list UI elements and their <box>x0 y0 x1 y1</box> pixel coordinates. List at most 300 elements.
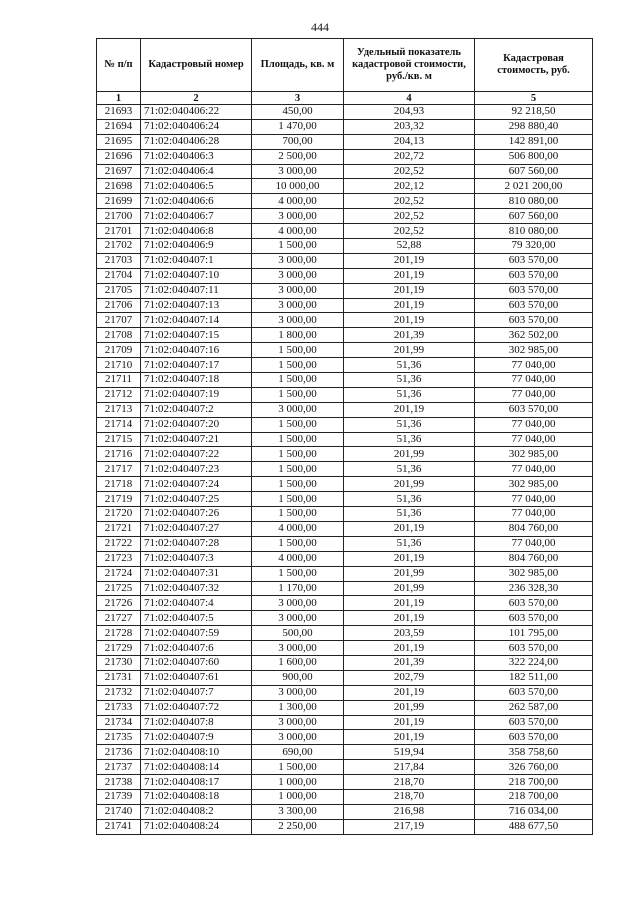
cadastral-value: 322 224,00 <box>475 655 593 670</box>
table-row <box>97 358 593 373</box>
row-index: 21698 <box>97 179 141 194</box>
area: 1 500,00 <box>252 447 344 462</box>
table-row <box>97 492 593 507</box>
row-index: 21725 <box>97 581 141 596</box>
area: 3 000,00 <box>252 283 344 298</box>
specific-value: 202,52 <box>344 209 475 224</box>
cadastral-number: 71:02:040407:13 <box>141 298 252 313</box>
column-number: 4 <box>344 92 475 105</box>
cadastral-value: 607 560,00 <box>475 209 593 224</box>
cadastral-number: 71:02:040407:25 <box>141 492 252 507</box>
area: 1 000,00 <box>252 789 344 804</box>
table-row <box>97 387 593 402</box>
table-row <box>97 402 593 417</box>
row-index: 21713 <box>97 402 141 417</box>
area: 3 000,00 <box>252 298 344 313</box>
specific-value: 51,36 <box>344 373 475 388</box>
area: 1 300,00 <box>252 700 344 715</box>
cadastral-value: 358 758,60 <box>475 745 593 760</box>
specific-value: 201,99 <box>344 581 475 596</box>
specific-value: 201,99 <box>344 343 475 358</box>
specific-value: 201,19 <box>344 715 475 730</box>
row-index: 21696 <box>97 149 141 164</box>
cadastral-value: 79 320,00 <box>475 239 593 254</box>
row-index: 21740 <box>97 804 141 819</box>
specific-value: 51,36 <box>344 507 475 522</box>
area: 3 000,00 <box>252 268 344 283</box>
cadastral-number: 71:02:040407:8 <box>141 715 252 730</box>
area: 3 000,00 <box>252 611 344 626</box>
table-row <box>97 343 593 358</box>
row-index: 21708 <box>97 328 141 343</box>
area: 3 000,00 <box>252 253 344 268</box>
cadastral-value: 810 080,00 <box>475 194 593 209</box>
cadastral-number: 71:02:040408:10 <box>141 745 252 760</box>
cadastral-number: 71:02:040407:4 <box>141 596 252 611</box>
row-index: 21702 <box>97 239 141 254</box>
table-body <box>97 105 593 835</box>
area: 1 500,00 <box>252 387 344 402</box>
cadastral-number: 71:02:040407:23 <box>141 462 252 477</box>
area: 1 000,00 <box>252 775 344 790</box>
table-row <box>97 507 593 522</box>
table-row <box>97 477 593 492</box>
specific-value: 201,19 <box>344 253 475 268</box>
table-row <box>97 804 593 819</box>
row-index: 21732 <box>97 685 141 700</box>
cadastral-value: 603 570,00 <box>475 685 593 700</box>
cadastral-number: 71:02:040407:14 <box>141 313 252 328</box>
table-row <box>97 626 593 641</box>
specific-value: 217,84 <box>344 760 475 775</box>
table-row <box>97 760 593 775</box>
row-index: 21714 <box>97 417 141 432</box>
table-row <box>97 700 593 715</box>
specific-value: 51,36 <box>344 462 475 477</box>
cadastral-value: 182 511,00 <box>475 670 593 685</box>
cadastral-value: 804 760,00 <box>475 551 593 566</box>
cadastral-value: 298 880,40 <box>475 119 593 134</box>
specific-value: 51,36 <box>344 536 475 551</box>
specific-value: 202,79 <box>344 670 475 685</box>
cadastral-number: 71:02:040407:7 <box>141 685 252 700</box>
specific-value: 203,32 <box>344 119 475 134</box>
specific-value: 201,19 <box>344 551 475 566</box>
area: 3 000,00 <box>252 730 344 745</box>
row-index: 21735 <box>97 730 141 745</box>
cadastral-number: 71:02:040406:7 <box>141 209 252 224</box>
table-row <box>97 313 593 328</box>
row-index: 21694 <box>97 119 141 134</box>
row-index: 21722 <box>97 536 141 551</box>
cadastral-value: 77 040,00 <box>475 373 593 388</box>
area: 1 800,00 <box>252 328 344 343</box>
header-row <box>97 39 593 92</box>
cadastral-number: 71:02:040408:2 <box>141 804 252 819</box>
row-index: 21719 <box>97 492 141 507</box>
cadastral-value: 77 040,00 <box>475 417 593 432</box>
cadastral-number: 71:02:040407:3 <box>141 551 252 566</box>
row-index: 21728 <box>97 626 141 641</box>
header-cadastral-value: Кадастровая стоимость, руб. <box>475 39 593 92</box>
table-row <box>97 789 593 804</box>
table-row <box>97 119 593 134</box>
table-row <box>97 105 593 120</box>
row-index: 21738 <box>97 775 141 790</box>
row-index: 21705 <box>97 283 141 298</box>
row-index: 21704 <box>97 268 141 283</box>
cadastral-number: 71:02:040407:31 <box>141 566 252 581</box>
cadastral-number: 71:02:040407:32 <box>141 581 252 596</box>
cadastral-number: 71:02:040407:1 <box>141 253 252 268</box>
cadastral-number: 71:02:040408:18 <box>141 789 252 804</box>
area: 4 000,00 <box>252 521 344 536</box>
cadastral-value: 92 218,50 <box>475 105 593 120</box>
table-row <box>97 670 593 685</box>
row-index: 21703 <box>97 253 141 268</box>
specific-value: 51,36 <box>344 358 475 373</box>
area: 1 500,00 <box>252 536 344 551</box>
cadastral-number: 71:02:040406:6 <box>141 194 252 209</box>
cadastral-value: 302 985,00 <box>475 566 593 581</box>
table-row <box>97 194 593 209</box>
specific-value: 201,19 <box>344 402 475 417</box>
cadastral-value: 362 502,00 <box>475 328 593 343</box>
area: 1 500,00 <box>252 477 344 492</box>
area: 1 170,00 <box>252 581 344 596</box>
table-row <box>97 551 593 566</box>
specific-value: 201,19 <box>344 521 475 536</box>
specific-value: 51,36 <box>344 492 475 507</box>
cadastral-value: 326 760,00 <box>475 760 593 775</box>
specific-value: 201,19 <box>344 298 475 313</box>
table-row <box>97 581 593 596</box>
table-row <box>97 373 593 388</box>
table-row <box>97 417 593 432</box>
cadastral-value: 603 570,00 <box>475 402 593 417</box>
area: 3 000,00 <box>252 402 344 417</box>
table-row <box>97 447 593 462</box>
specific-value: 201,19 <box>344 641 475 656</box>
cadastral-number: 71:02:040407:28 <box>141 536 252 551</box>
cadastral-number: 71:02:040407:6 <box>141 641 252 656</box>
cadastral-table <box>96 38 593 835</box>
cadastral-value: 603 570,00 <box>475 313 593 328</box>
column-number-row <box>97 92 593 105</box>
row-index: 21724 <box>97 566 141 581</box>
specific-value: 201,19 <box>344 685 475 700</box>
specific-value: 202,52 <box>344 194 475 209</box>
cadastral-value: 603 570,00 <box>475 715 593 730</box>
area: 3 000,00 <box>252 596 344 611</box>
table-row <box>97 209 593 224</box>
page-number: 444 <box>311 20 329 34</box>
area: 3 000,00 <box>252 313 344 328</box>
cadastral-value: 302 985,00 <box>475 343 593 358</box>
area: 1 600,00 <box>252 655 344 670</box>
row-index: 21727 <box>97 611 141 626</box>
specific-value: 201,19 <box>344 268 475 283</box>
cadastral-value: 603 570,00 <box>475 641 593 656</box>
row-index: 21741 <box>97 819 141 834</box>
area: 1 500,00 <box>252 760 344 775</box>
cadastral-number: 71:02:040407:26 <box>141 507 252 522</box>
cadastral-value: 2 021 200,00 <box>475 179 593 194</box>
table-row <box>97 268 593 283</box>
specific-value: 201,99 <box>344 447 475 462</box>
specific-value: 216,98 <box>344 804 475 819</box>
area: 500,00 <box>252 626 344 641</box>
area: 3 000,00 <box>252 164 344 179</box>
row-index: 21726 <box>97 596 141 611</box>
area: 4 000,00 <box>252 224 344 239</box>
table-row <box>97 149 593 164</box>
area: 1 500,00 <box>252 432 344 447</box>
cadastral-number: 71:02:040407:10 <box>141 268 252 283</box>
cadastral-number: 71:02:040408:24 <box>141 819 252 834</box>
cadastral-number: 71:02:040406:22 <box>141 105 252 120</box>
area: 690,00 <box>252 745 344 760</box>
cadastral-value: 218 700,00 <box>475 775 593 790</box>
cadastral-value: 804 760,00 <box>475 521 593 536</box>
cadastral-number: 71:02:040407:60 <box>141 655 252 670</box>
cadastral-value: 77 040,00 <box>475 358 593 373</box>
cadastral-value: 603 570,00 <box>475 730 593 745</box>
area: 1 500,00 <box>252 507 344 522</box>
area: 1 500,00 <box>252 373 344 388</box>
row-index: 21710 <box>97 358 141 373</box>
row-index: 21707 <box>97 313 141 328</box>
cadastral-value: 77 040,00 <box>475 462 593 477</box>
row-index: 21737 <box>97 760 141 775</box>
cadastral-value: 506 800,00 <box>475 149 593 164</box>
specific-value: 51,36 <box>344 417 475 432</box>
table-row <box>97 283 593 298</box>
cadastral-number: 71:02:040407:18 <box>141 373 252 388</box>
cadastral-value: 603 570,00 <box>475 253 593 268</box>
row-index: 21693 <box>97 105 141 120</box>
cadastral-number: 71:02:040407:61 <box>141 670 252 685</box>
cadastral-value: 77 040,00 <box>475 492 593 507</box>
row-index: 21718 <box>97 477 141 492</box>
specific-value: 204,13 <box>344 134 475 149</box>
column-number: 5 <box>475 92 593 105</box>
table-row <box>97 298 593 313</box>
specific-value: 51,36 <box>344 432 475 447</box>
cadastral-number: 71:02:040407:19 <box>141 387 252 402</box>
row-index: 21695 <box>97 134 141 149</box>
table-row <box>97 134 593 149</box>
table-row <box>97 462 593 477</box>
cadastral-number: 71:02:040407:11 <box>141 283 252 298</box>
cadastral-value: 603 570,00 <box>475 611 593 626</box>
area: 10 000,00 <box>252 179 344 194</box>
row-index: 21723 <box>97 551 141 566</box>
cadastral-number: 71:02:040407:20 <box>141 417 252 432</box>
header-area: Площадь, кв. м <box>252 39 344 92</box>
row-index: 21712 <box>97 387 141 402</box>
row-index: 21701 <box>97 224 141 239</box>
row-index: 21731 <box>97 670 141 685</box>
table-row <box>97 164 593 179</box>
specific-value: 218,70 <box>344 775 475 790</box>
cadastral-number: 71:02:040406:8 <box>141 224 252 239</box>
row-index: 21699 <box>97 194 141 209</box>
cadastral-number: 71:02:040407:22 <box>141 447 252 462</box>
cadastral-value: 77 040,00 <box>475 536 593 551</box>
area: 1 500,00 <box>252 358 344 373</box>
cadastral-value: 603 570,00 <box>475 298 593 313</box>
area: 3 000,00 <box>252 685 344 700</box>
specific-value: 202,52 <box>344 164 475 179</box>
table-row <box>97 328 593 343</box>
cadastral-value: 142 891,00 <box>475 134 593 149</box>
cadastral-number: 71:02:040407:24 <box>141 477 252 492</box>
table-row <box>97 611 593 626</box>
table-row <box>97 655 593 670</box>
row-index: 21706 <box>97 298 141 313</box>
table-row <box>97 224 593 239</box>
row-index: 21733 <box>97 700 141 715</box>
specific-value: 201,19 <box>344 596 475 611</box>
specific-value: 204,93 <box>344 105 475 120</box>
cadastral-value: 607 560,00 <box>475 164 593 179</box>
specific-value: 52,88 <box>344 239 475 254</box>
table-row <box>97 641 593 656</box>
area: 3 000,00 <box>252 715 344 730</box>
row-index: 21720 <box>97 507 141 522</box>
area: 1 500,00 <box>252 462 344 477</box>
row-index: 21715 <box>97 432 141 447</box>
cadastral-number: 71:02:040406:5 <box>141 179 252 194</box>
row-index: 21716 <box>97 447 141 462</box>
area: 3 300,00 <box>252 804 344 819</box>
header-index: № п/п <box>97 39 141 92</box>
specific-value: 201,99 <box>344 566 475 581</box>
cadastral-value: 603 570,00 <box>475 268 593 283</box>
cadastral-number: 71:02:040407:15 <box>141 328 252 343</box>
header-cadastral-number: Кадастровый номер <box>141 39 252 92</box>
specific-value: 519,94 <box>344 745 475 760</box>
cadastral-number: 71:02:040407:16 <box>141 343 252 358</box>
cadastral-number: 71:02:040407:17 <box>141 358 252 373</box>
cadastral-value: 302 985,00 <box>475 447 593 462</box>
cadastral-number: 71:02:040407:21 <box>141 432 252 447</box>
area: 3 000,00 <box>252 641 344 656</box>
table-row <box>97 596 593 611</box>
area: 4 000,00 <box>252 194 344 209</box>
specific-value: 203,59 <box>344 626 475 641</box>
area: 450,00 <box>252 105 344 120</box>
area: 3 000,00 <box>252 209 344 224</box>
table-row <box>97 253 593 268</box>
specific-value: 201,19 <box>344 611 475 626</box>
cadastral-value: 77 040,00 <box>475 507 593 522</box>
table-row <box>97 819 593 834</box>
cadastral-number: 71:02:040407:9 <box>141 730 252 745</box>
row-index: 21711 <box>97 373 141 388</box>
specific-value: 201,19 <box>344 313 475 328</box>
row-index: 21721 <box>97 521 141 536</box>
area: 1 500,00 <box>252 343 344 358</box>
cadastral-value: 603 570,00 <box>475 596 593 611</box>
cadastral-value: 488 677,50 <box>475 819 593 834</box>
cadastral-value: 716 034,00 <box>475 804 593 819</box>
cadastral-value: 603 570,00 <box>475 283 593 298</box>
row-index: 21730 <box>97 655 141 670</box>
cadastral-number: 71:02:040407:59 <box>141 626 252 641</box>
table-row <box>97 179 593 194</box>
cadastral-number: 71:02:040406:24 <box>141 119 252 134</box>
cadastral-number: 71:02:040407:5 <box>141 611 252 626</box>
cadastral-value: 101 795,00 <box>475 626 593 641</box>
specific-value: 201,99 <box>344 477 475 492</box>
table-row <box>97 521 593 536</box>
table-row <box>97 745 593 760</box>
area: 1 500,00 <box>252 492 344 507</box>
row-index: 21717 <box>97 462 141 477</box>
cadastral-number: 71:02:040408:14 <box>141 760 252 775</box>
specific-value: 202,12 <box>344 179 475 194</box>
cadastral-value: 810 080,00 <box>475 224 593 239</box>
table-row <box>97 685 593 700</box>
table-row <box>97 730 593 745</box>
cadastral-number: 71:02:040408:17 <box>141 775 252 790</box>
cadastral-value: 77 040,00 <box>475 432 593 447</box>
table-row <box>97 432 593 447</box>
table-row <box>97 536 593 551</box>
cadastral-number: 71:02:040406:9 <box>141 239 252 254</box>
row-index: 21697 <box>97 164 141 179</box>
specific-value: 201,39 <box>344 655 475 670</box>
specific-value: 201,99 <box>344 700 475 715</box>
area: 2 500,00 <box>252 149 344 164</box>
specific-value: 218,70 <box>344 789 475 804</box>
specific-value: 201,19 <box>344 730 475 745</box>
row-index: 21729 <box>97 641 141 656</box>
header-specific-value: Удельный показатель кадастровой стоимости, руб./кв. м <box>344 39 475 92</box>
area: 1 470,00 <box>252 119 344 134</box>
area: 900,00 <box>252 670 344 685</box>
cadastral-value: 77 040,00 <box>475 387 593 402</box>
specific-value: 201,39 <box>344 328 475 343</box>
cadastral-number: 71:02:040406:28 <box>141 134 252 149</box>
column-number: 2 <box>141 92 252 105</box>
area: 2 250,00 <box>252 819 344 834</box>
area: 1 500,00 <box>252 566 344 581</box>
area: 700,00 <box>252 134 344 149</box>
specific-value: 202,72 <box>344 149 475 164</box>
row-index: 21709 <box>97 343 141 358</box>
row-index: 21739 <box>97 789 141 804</box>
cadastral-value: 236 328,30 <box>475 581 593 596</box>
cadastral-number: 71:02:040407:2 <box>141 402 252 417</box>
specific-value: 51,36 <box>344 387 475 402</box>
table-row <box>97 775 593 790</box>
cadastral-number: 71:02:040407:27 <box>141 521 252 536</box>
table-row <box>97 566 593 581</box>
cadastral-value: 262 587,00 <box>475 700 593 715</box>
cadastral-number: 71:02:040406:3 <box>141 149 252 164</box>
column-number: 1 <box>97 92 141 105</box>
area: 1 500,00 <box>252 239 344 254</box>
row-index: 21734 <box>97 715 141 730</box>
column-number: 3 <box>252 92 344 105</box>
area: 1 500,00 <box>252 417 344 432</box>
area: 4 000,00 <box>252 551 344 566</box>
cadastral-number: 71:02:040407:72 <box>141 700 252 715</box>
table-row <box>97 715 593 730</box>
